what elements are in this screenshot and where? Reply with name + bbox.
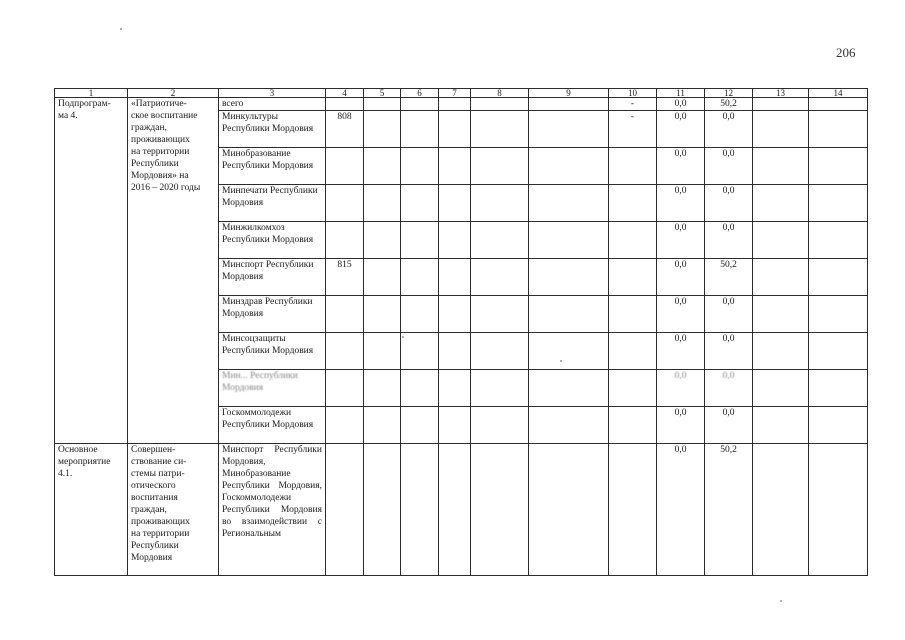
- executor-cell: Мин... Республики Мордовия: [219, 370, 326, 407]
- value-col12: 50,2: [705, 98, 753, 111]
- value-col11: 0,0: [657, 333, 705, 370]
- subprogram-title: «Патриотиче- ское воспитание граждан, проживающих на территории Республики Мордовия» на 2016 – 2020 годы: [128, 98, 219, 444]
- value-col10: [609, 407, 657, 444]
- table-row: [55, 444, 868, 576]
- code-cell: [326, 333, 364, 370]
- scan-speck: [560, 360, 562, 362]
- col-header: 9: [529, 89, 609, 98]
- value-col10: [609, 148, 657, 185]
- code-cell: [326, 148, 364, 185]
- executor-cell: всего: [219, 98, 326, 111]
- value-col10: [609, 296, 657, 333]
- col-header: 5: [364, 89, 401, 98]
- col-header: 6: [401, 89, 439, 98]
- value-col11: 0,0: [657, 222, 705, 259]
- scan-speck: [402, 336, 404, 338]
- col-header: 12: [705, 89, 753, 98]
- code-cell: [326, 185, 364, 222]
- page-number: 206: [836, 45, 856, 60]
- col-header: 1: [55, 89, 128, 98]
- value-col11: 0,0: [657, 98, 705, 111]
- value-col12: 0,0: [705, 333, 753, 370]
- value-col11: 0,0: [657, 296, 705, 333]
- value-col12: 0,0: [705, 296, 753, 333]
- col-header: 4: [326, 89, 364, 98]
- executor-cell: Минкультуры Республики Мордовия: [219, 111, 326, 148]
- executor-cell: Минжилкомхоз Республики Мордовия: [219, 222, 326, 259]
- executor-cell: Минсоцзащиты Республики Мордовия: [219, 333, 326, 370]
- value-col10: [609, 185, 657, 222]
- executor-cell: Минпечати Республики Мордовия: [219, 185, 326, 222]
- value-col12: 0,0: [705, 111, 753, 148]
- value-col10: [609, 259, 657, 296]
- value-col11: 0,0: [657, 370, 705, 407]
- value-col12: 0,0: [705, 148, 753, 185]
- value-col12: 0,0: [705, 407, 753, 444]
- scan-speck: [780, 600, 782, 602]
- col-header: 13: [753, 89, 809, 98]
- value-col10: [609, 222, 657, 259]
- scan-speck: [120, 28, 122, 30]
- executor-cell: Минспорт Республики Мордовия: [219, 259, 326, 296]
- value-col12: 0,0: [705, 222, 753, 259]
- activity-title: Совершен- ствование си- стемы патри- отического воспитания граждан, проживающих на территории Республики Мордовия: [128, 444, 219, 576]
- col-header: 11: [657, 89, 705, 98]
- code-cell: 815: [326, 259, 364, 296]
- code-cell: [326, 370, 364, 407]
- executor-cell: Минздрав Республики Мордовия: [219, 296, 326, 333]
- col-header: 10: [609, 89, 657, 98]
- value-col11: 0,0: [657, 259, 705, 296]
- col-header: 8: [471, 89, 529, 98]
- value-col10: [609, 370, 657, 407]
- code-cell: [326, 407, 364, 444]
- col-header: 14: [809, 89, 868, 98]
- executor-cell: Минобразование Республики Мордовия: [219, 148, 326, 185]
- value-col11: 0,0: [657, 148, 705, 185]
- value-col10: -: [609, 98, 657, 111]
- code-cell: 808: [326, 111, 364, 148]
- value-col10: -: [609, 111, 657, 148]
- executor-cell: Госкоммолодежи Республики Мордовия: [219, 407, 326, 444]
- activity-executor: Минспорт Республики Мордовия, Минобразование Республики Мордовия, Госкоммолодежи Республики Мордовия во взаимодействии с Региональным: [219, 444, 326, 576]
- value-col11: 0,0: [657, 111, 705, 148]
- value-col12: 0,0: [705, 185, 753, 222]
- code-cell: [326, 296, 364, 333]
- value-col11: 0,0: [657, 444, 705, 576]
- col-header: 2: [128, 89, 219, 98]
- table-row: [55, 98, 868, 111]
- col-header: 3: [219, 89, 326, 98]
- value-col12: 50,2: [705, 259, 753, 296]
- subprogram-label: Подпрограм- ма 4.: [55, 98, 128, 444]
- value-col12: 0,0: [705, 370, 753, 407]
- value-col10: [609, 333, 657, 370]
- activity-label: Основное мероприятие 4.1.: [55, 444, 128, 576]
- col-header: 7: [439, 89, 471, 98]
- value-col12: 50,2: [705, 444, 753, 576]
- header-row: [55, 89, 868, 98]
- code-cell: [326, 222, 364, 259]
- value-col11: 0,0: [657, 407, 705, 444]
- value-col11: 0,0: [657, 185, 705, 222]
- code-cell: [326, 98, 364, 111]
- budget-table: [54, 88, 868, 576]
